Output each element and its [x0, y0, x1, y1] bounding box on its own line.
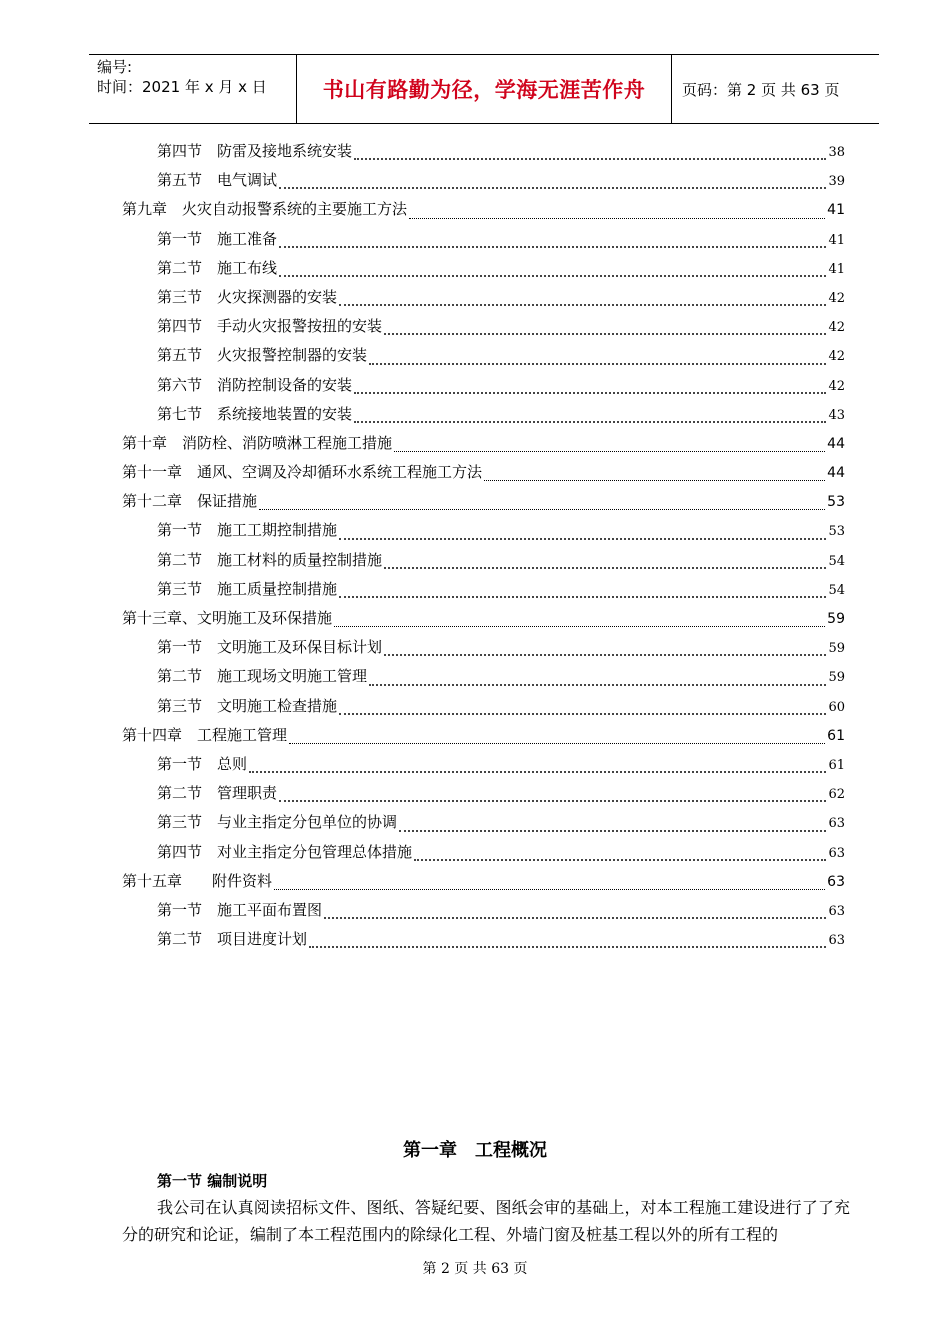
toc-section-entry[interactable] [122, 636, 845, 665]
toc-dot-leader [279, 187, 826, 189]
toc-entry-label: 第九章 火灾自动报警系统的主要施工方法 [122, 200, 408, 219]
toc-dot-leader [384, 654, 826, 656]
toc-entry-label: 第三节 文明施工检查措施 [157, 696, 338, 715]
toc-entry-page: 42 [828, 378, 845, 394]
toc-entry-page: 53 [827, 494, 845, 511]
toc-entry-label: 第六节 消防控制设备的安装 [157, 375, 353, 394]
toc-section-entry[interactable] [122, 665, 845, 694]
toc-dot-leader [289, 743, 825, 744]
toc-chapter-entry[interactable] [122, 870, 845, 899]
toc-entry-page: 42 [828, 290, 845, 306]
toc-entry-label: 第一节 总则 [157, 754, 248, 773]
toc-entry-label: 第十章 消防栓、消防喷淋工程施工措施 [122, 433, 393, 452]
toc-entry-label: 第五节 电气调试 [157, 171, 278, 190]
toc-dot-leader [249, 771, 826, 773]
toc-dot-leader [354, 158, 826, 160]
toc-entry-page: 62 [828, 787, 845, 803]
toc-dot-leader [354, 392, 826, 394]
table-of-contents [122, 140, 845, 957]
toc-entry-page: 60 [828, 699, 845, 715]
toc-dot-leader [414, 859, 826, 861]
toc-entry-label: 第三节 与业主指定分包单位的协调 [157, 813, 398, 832]
toc-dot-leader [409, 218, 825, 219]
toc-entry-label: 第二节 项目进度计划 [157, 930, 308, 949]
toc-entry-label: 第一节 施工工期控制措施 [157, 521, 338, 540]
toc-dot-leader [334, 626, 825, 627]
toc-section-entry[interactable] [122, 257, 845, 286]
toc-section-entry[interactable] [122, 344, 845, 373]
toc-entry-page: 61 [828, 757, 845, 773]
toc-entry-page: 41 [828, 232, 845, 248]
toc-entry-label: 第七节 系统接地装置的安装 [157, 404, 353, 423]
toc-dot-leader [354, 421, 826, 423]
toc-entry-page: 41 [828, 261, 845, 277]
toc-entry-page: 63 [828, 933, 845, 949]
toc-dot-leader [369, 363, 826, 365]
toc-entry-page: 38 [828, 145, 845, 160]
toc-entry-label: 第四节 防雷及接地系统安装 [157, 142, 353, 160]
toc-chapter-entry[interactable] [122, 724, 845, 753]
toc-entry-page: 61 [827, 727, 845, 744]
header-page-cell [672, 55, 879, 123]
toc-dot-leader [339, 713, 826, 715]
toc-dot-leader [309, 946, 826, 948]
toc-entry-label: 第三节 火灾探测器的安装 [157, 287, 338, 306]
toc-dot-leader [399, 830, 826, 832]
toc-entry-label: 第十二章 保证措施 [122, 492, 258, 511]
toc-entry-label: 第四节 对业主指定分包管理总体措施 [157, 842, 413, 861]
toc-entry-page: 42 [828, 320, 845, 336]
toc-dot-leader [279, 800, 826, 802]
toc-entry-page: 63 [828, 816, 845, 832]
toc-section-entry[interactable] [122, 928, 845, 957]
header-motto: 书山有路勤为径，学海无涯苦作舟 [322, 78, 646, 102]
toc-dot-leader [259, 509, 825, 510]
toc-section-entry[interactable] [122, 315, 845, 344]
section-heading: 第一节 编制说明 [157, 1172, 268, 1190]
toc-dot-leader [484, 480, 825, 481]
toc-entry-page: 41 [827, 202, 845, 219]
toc-entry-label: 第一节 施工平面布置图 [157, 900, 323, 919]
toc-entry-page: 42 [828, 349, 845, 365]
toc-section-entry[interactable] [122, 374, 845, 403]
body-paragraph: 我公司在认真阅读招标文件、图纸、答疑纪要、图纸会审的基础上，对本工程施工建设进行了了充分的研究和论证，编制了本工程范围内的除绿化工程、外墙门窗及桩基工程以外的所有工程的 [122, 1198, 850, 1244]
toc-entry-page: 53 [828, 524, 845, 540]
document-number-label: 编号: [97, 58, 133, 76]
header-page-label: 页码：第 2 页 共 63 页 [682, 80, 840, 99]
toc-dot-leader [339, 304, 826, 306]
toc-entry-label: 第二节 施工材料的质量控制措施 [157, 550, 383, 569]
document-time-label: 时间：2021 年 x 月 x 日 [97, 78, 267, 96]
toc-section-entry[interactable] [122, 549, 845, 578]
toc-entry-page: 63 [827, 873, 845, 890]
toc-dot-leader [274, 889, 825, 890]
toc-section-entry[interactable] [122, 403, 845, 432]
toc-entry-label: 第二节 施工现场文明施工管理 [157, 667, 368, 686]
chapter-title: 第一章 工程概况 [403, 1140, 547, 1161]
toc-dot-leader [394, 451, 825, 452]
toc-section-entry[interactable] [122, 169, 845, 198]
toc-entry-page: 54 [828, 553, 845, 569]
toc-section-entry[interactable] [122, 140, 845, 169]
toc-entry-label: 第十一章 通风、空调及冷却循环水系统工程施工方法 [122, 463, 483, 482]
toc-dot-leader [384, 567, 826, 569]
toc-section-entry[interactable] [122, 286, 845, 315]
toc-section-entry[interactable] [122, 695, 845, 724]
toc-dot-leader [339, 596, 826, 598]
toc-entry-label: 第五节 火灾报警控制器的安装 [157, 346, 368, 365]
toc-section-entry[interactable] [122, 228, 845, 257]
page-header [89, 54, 879, 124]
toc-section-entry[interactable] [122, 782, 845, 811]
toc-entry-page: 44 [827, 465, 845, 482]
toc-entry-page: 39 [828, 174, 845, 190]
toc-section-entry[interactable] [122, 753, 845, 782]
toc-dot-leader [384, 333, 826, 335]
header-motto-cell [296, 55, 672, 123]
toc-dot-leader [339, 538, 826, 540]
toc-entry-label: 第四节 手动火灾报警按扭的安装 [157, 317, 383, 336]
toc-dot-leader [279, 246, 826, 248]
page-footer: 第 2 页 共 63 页 [422, 1261, 528, 1277]
toc-entry-page: 54 [828, 582, 845, 598]
toc-section-entry[interactable] [122, 841, 845, 870]
toc-dot-leader [369, 684, 826, 686]
toc-dot-leader [279, 275, 826, 277]
toc-entry-page: 63 [828, 903, 845, 919]
toc-entry-label: 第三节 施工质量控制措施 [157, 579, 338, 598]
toc-dot-leader [324, 917, 826, 919]
toc-entry-label: 第一节 文明施工及环保目标计划 [157, 638, 383, 657]
toc-entry-label: 第二节 施工布线 [157, 258, 278, 277]
toc-chapter-entry[interactable] [122, 461, 845, 490]
toc-entry-label: 第十三章、文明施工及环保措施 [122, 609, 333, 627]
toc-section-entry[interactable] [122, 899, 845, 928]
toc-section-entry[interactable] [122, 519, 845, 548]
toc-entry-page: 59 [827, 611, 845, 627]
toc-entry-label: 第一节 施工准备 [157, 229, 278, 248]
toc-entry-page: 59 [828, 641, 845, 657]
toc-entry-label: 第十五章 附件资料 [122, 871, 273, 890]
toc-entry-label: 第二节 管理职责 [157, 784, 278, 803]
toc-entry-label: 第十四章 工程施工管理 [122, 725, 288, 744]
toc-chapter-entry[interactable] [122, 607, 845, 636]
header-left-cell [89, 55, 296, 123]
toc-entry-page: 44 [827, 435, 845, 452]
toc-entry-page: 59 [828, 670, 845, 686]
toc-entry-page: 43 [828, 407, 845, 423]
toc-section-entry[interactable] [122, 811, 845, 840]
toc-chapter-entry[interactable] [122, 490, 845, 519]
toc-section-entry[interactable] [122, 578, 845, 607]
toc-chapter-entry[interactable] [122, 432, 845, 461]
toc-chapter-entry[interactable] [122, 198, 845, 227]
toc-entry-page: 63 [828, 845, 845, 861]
